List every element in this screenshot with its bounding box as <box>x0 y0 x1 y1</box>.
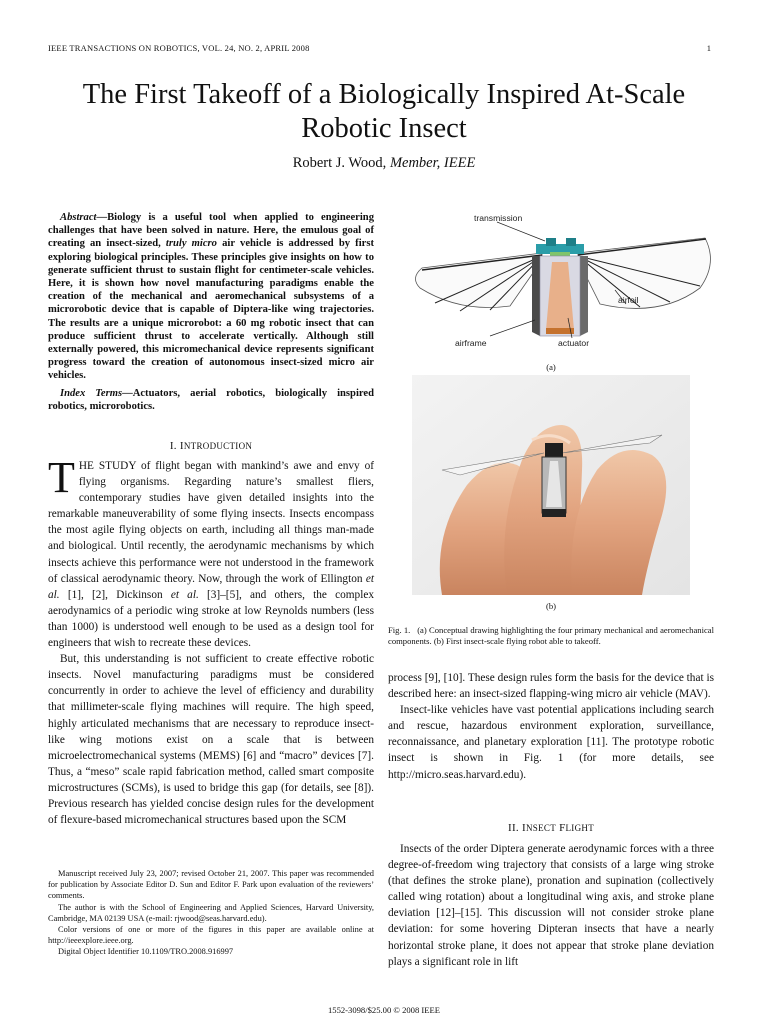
section-1-title-rest: NTRODUCTION <box>183 441 253 451</box>
section-2-body <box>388 841 714 970</box>
author-name: Robert J. Wood, <box>292 155 387 171</box>
footnote-affiliation: The author is with the School of Engineering and Applied Sciences, Harvard University, Cambridge, MA 02139 USA (e-mail: rjwood@seas.harvard.edu). <box>48 902 374 923</box>
figure-1b-photo <box>412 375 690 595</box>
abstract-italic: truly micro <box>165 238 217 250</box>
title-line-1: The First Takeoff of a Biologically Inspired At-Scale <box>82 79 686 110</box>
section-2-first-letter-2: F <box>559 822 566 834</box>
author-line <box>0 155 768 172</box>
footnote-color: Color versions of one or more of the figures in this paper are available online at http://ieeexplore.ieee.org. <box>48 925 374 946</box>
figure-1a-drawing <box>400 208 720 368</box>
abstract-label: Abstract <box>60 212 97 223</box>
section-1-heading <box>48 440 374 452</box>
actuator-base <box>546 328 574 334</box>
index-terms-text: —Actuators, aerial robotics, biologically inspired robotics, microrobotics. <box>48 388 374 413</box>
airframe-leader <box>490 320 535 336</box>
label-airfoil: airfoil <box>618 295 639 305</box>
index-terms <box>48 387 374 413</box>
footnotes <box>48 868 374 958</box>
footnote-doi: Digital Object Identifier 10.1109/TRO.2008.916997 <box>58 947 234 957</box>
figure-1b-label: (b) <box>545 601 557 611</box>
figure-1-caption <box>388 625 714 647</box>
section-2-first-letter-1: I <box>522 822 526 834</box>
section-2-word-1-rest: NSECT <box>526 823 557 833</box>
page-number: 1 <box>706 43 711 53</box>
transmission-joint-right <box>566 238 576 246</box>
insect-flight-paragraph-1: Insects of the order Diptera generate aerodynamic forces with a three degree-of-freedom wing trajectory that consists of a large wing stroke (that defines the stroke plane), pronation and supination (collectively called wing rotation) about a longitudinal wing axis, and stroke plane deviation [12]–[15]. This discussion will not consider stroke plane deviation: for some hovering Dipteran insects that have a nearly horizontal stroke plane, it does not appear that stroke plane deviation plays a significant role in lift <box>388 843 714 968</box>
intro-paragraph-1: THE STUDY of flight began with mankind’s awe and envy of flying organisms. Regarding nature’s smallest fliers, contemporary studies have given detailed insights into the remarkable maneuverability of some flying insects. Insects encompass the most agile flying objects on earth, including all things man-made and biological. Until recently, the aerodynamic mechanisms by which insects achieve this performance were not understood in the framework of classical aerodynamic theory. Now, through the work of Ellington et al. [1], [2], Dickinson et al. [3]–[5], and others, the complex aerodynamics of a periodic wing stroke at low Reynolds numbers (less than 1000) is understood well enough to be used as a design tool for engineers that wish to recreate these devices. <box>48 453 375 650</box>
intro-paragraph-2: But, this understanding is not sufficient to create effective robotic insects. Novel manufacturing paradigms must be considered concurrently in order to achieve the level of efficiency and durability that millimeter-scale flying machines will require. The high speed, highly articulated mechanisms that are necessary to reproduce insect-like wing motions exist on a scale that is between microelectromechanical systems (MEMS) [6] and “macro” devices [7]. Thus, a “meso” scale rapid fabrication method, called smart composite microstructures (SCMs), is used to bridge this gap (for details, see [8]). Previous research has yielded concise design rules for the development of flexure-based micromechanical structures based upon the SCM <box>48 653 374 827</box>
section-2-number: II. <box>507 822 519 834</box>
airframe-left <box>532 256 540 336</box>
intro-paragraph-3: process [9], [10]. These design rules form the basis for the device that is described here: an insect-sized flapping-wing micro air vehicle (MAV). <box>388 672 714 701</box>
drop-cap: T <box>48 453 75 502</box>
photo-base <box>542 509 566 517</box>
section-2-word-2-rest: LIGHT <box>565 823 594 833</box>
figure-1a-label: (a) <box>546 362 556 372</box>
paper-title <box>30 78 738 146</box>
figure-1-caption-label: Fig. 1. <box>388 625 411 635</box>
right-wing <box>578 238 710 308</box>
abstract-text-1: —Biology is a useful tool when applied to engineering challenges that have been solved in nature. Here, the emulous goal of creating an insect-sized, <box>48 212 374 250</box>
footnote-manuscript: Manuscript received July 23, 2007; revised October 21, 2007. This paper was recommended for publication by Associate Editor D. Sun and Editor F. Park upon evaluation of the reviewers’ comments. <box>48 869 374 901</box>
transmission-leader <box>497 222 545 241</box>
label-airframe: airframe <box>455 338 487 348</box>
figure-1-caption-text: (a) Conceptual drawing highlighting the four primary mechanical and aeromechanical components. (b) First insect-scale flying robot able to takeoff. <box>388 625 714 646</box>
index-terms-label: Index Terms <box>60 388 123 399</box>
transmission-joint-left <box>546 238 556 246</box>
section-2-heading <box>388 822 714 834</box>
section-1-body-right <box>388 670 714 783</box>
section-1-first-letter: I <box>179 440 184 452</box>
section-1-body-left <box>48 453 375 828</box>
running-head: IEEE TRANSACTIONS ON ROBOTICS, VOL. 24, NO. 2, APRIL 2008 <box>48 43 310 53</box>
airframe-right <box>580 256 588 336</box>
label-actuator: actuator <box>558 338 590 348</box>
abstract <box>48 211 374 383</box>
abstract-text-2: air vehicle is addressed by first exploring biological principles. These principles give insights on how to generate sufficient thrust to sustain flight for centimeter-scale vehicles. Here, it is shown how novel manufacturing paradigms enable the creation of the mechanical and aeromechanical subsystems of a microrobotic device that is capable of Diptera-like wing trajectories. The results are a unique microrobot: a 60 mg robotic insect that can produce sufficient thrust to accelerate vertically. Although still externally powered, this micromechanical device represents significant progress toward the creation of autonomous insect-sized micro air vehicles. <box>48 238 374 382</box>
left-wing <box>415 253 542 308</box>
section-1-number: I. <box>169 440 177 452</box>
title-line-2: Robotic Insect <box>301 113 467 144</box>
author-membership: Member, IEEE <box>389 155 476 171</box>
footer-copyright: 1552-3098/$25.00 © 2008 IEEE <box>327 1005 441 1015</box>
label-transmission: transmission <box>474 213 523 223</box>
intro-paragraph-4: Insect-like vehicles have vast potential applications including search and rescue, hazardous environment exploration, surveillance, reconnaissance, and planetary exploration [11]. The prototype robotic insect is shown in Fig. 1 (for more details, see http://micro.seas.harvard.edu). <box>388 704 714 781</box>
